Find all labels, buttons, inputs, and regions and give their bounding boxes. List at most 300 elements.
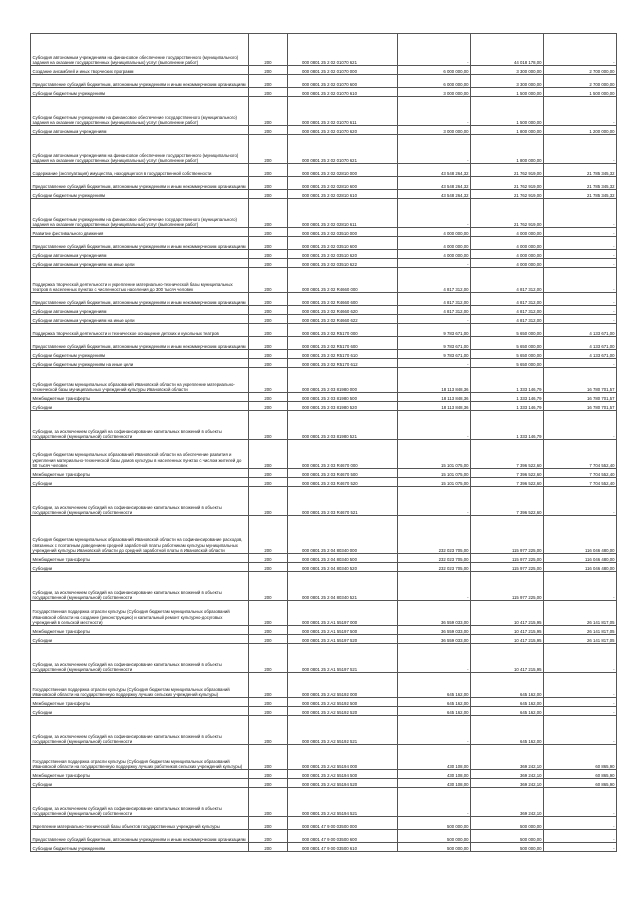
row-executed: 4 817 312,00 (471, 268, 544, 293)
row-line-code: 200 (249, 164, 288, 177)
row-executed: 10 417 215,95 (471, 644, 544, 673)
row-line-code: 200 (249, 830, 288, 843)
row-name: Государственная поддержка отрасли культуры (Субсидия бюджетам муниципальных образований Ивановской области на государственную поддержку лучших сельских учреждений культуры) (31, 673, 249, 698)
row-executed: 44 018 178,00 (471, 34, 544, 66)
table-row (31, 228, 617, 237)
row-unexecuted: - (544, 135, 617, 164)
table-row (31, 306, 617, 315)
row-name: Субсидии автономным учреждениям на финансовое обеспечение государственного (муниципального) задания на оказание государственных (муниципальных) услуг (выполнение работ) (31, 135, 249, 164)
row-name: Межбюджетные трансферты (31, 469, 249, 478)
table-row (31, 368, 617, 393)
table-row (31, 411, 617, 440)
row-unexecuted: - (544, 259, 617, 268)
row-budget-code: 000 0801 25 2 A2 55194 520 (288, 779, 398, 788)
row-approved: 4 000 000,00 (398, 237, 471, 250)
row-line-code: 200 (249, 393, 288, 402)
row-line-code: 200 (249, 716, 288, 745)
row-approved: 18 113 848,36 (398, 393, 471, 402)
row-unexecuted: 21 785 345,32 (544, 177, 617, 190)
row-name: Межбюджетные трансферты (31, 626, 249, 635)
table-row (31, 268, 617, 293)
table-row (31, 779, 617, 788)
table-row (31, 572, 617, 601)
row-line-code: 200 (249, 626, 288, 635)
row-executed: 500 000,00 (471, 843, 544, 852)
row-line-code: 200 (249, 817, 288, 830)
row-unexecuted: - (544, 788, 617, 817)
row-name: Межбюджетные трансферты (31, 698, 249, 707)
budget-table-page (30, 33, 616, 852)
row-budget-code: 000 0801 25 2 02 02810 600 (288, 177, 398, 190)
row-unexecuted: 21 785 345,32 (544, 164, 617, 177)
row-name: Субсидии, за исключением субсидий на софинансирование капитальных вложений в объекты государственной (муниципальной) собственности (31, 572, 249, 601)
row-name: Содержание (эксплуатация) имущества, находящегося в государственной собственности (31, 164, 249, 177)
row-unexecuted: - (544, 228, 617, 237)
row-approved: - (398, 199, 471, 228)
row-budget-code: 000 0801 25 2 02 03510 000 (288, 228, 398, 237)
row-name: Субсидии бюджетным учреждениям на финансовое обеспечение государственного (муниципального) задания на оказание государственных (муниципальных) услуг (выполнение работ) (31, 199, 249, 228)
row-name: Предоставление субсидий бюджетным, автономным учреждениям и иным некоммерческим организациям (31, 237, 249, 250)
row-line-code: 200 (249, 698, 288, 707)
row-executed: 115 977 225,00 (471, 572, 544, 601)
row-name: Развитие фестивального движения (31, 228, 249, 237)
row-unexecuted: - (544, 411, 617, 440)
row-unexecuted: - (544, 716, 617, 745)
row-approved: - (398, 487, 471, 516)
row-executed: 4 000 000,00 (471, 237, 544, 250)
row-approved: 15 101 075,00 (398, 478, 471, 487)
row-unexecuted: - (544, 268, 617, 293)
table-row (31, 66, 617, 75)
row-name: Субсидии (31, 402, 249, 411)
table-row (31, 75, 617, 88)
row-line-code: 200 (249, 745, 288, 770)
row-unexecuted: 60 865,90 (544, 779, 617, 788)
row-line-code: 200 (249, 779, 288, 788)
table-row (31, 350, 617, 359)
row-name: Субсидии бюджетным учреждениям на иные цели (31, 359, 249, 368)
row-executed: 10 417 215,95 (471, 601, 544, 626)
row-name: Субсидии автономным учреждениям на иные цели (31, 315, 249, 324)
row-unexecuted: 26 141 817,05 (544, 635, 617, 644)
row-approved: 6 000 000,00 (398, 75, 471, 88)
row-name: Субсидии бюджетным учреждениям (31, 88, 249, 97)
row-approved: 18 113 848,36 (398, 402, 471, 411)
row-unexecuted: - (544, 817, 617, 830)
row-approved: - (398, 135, 471, 164)
row-name: Поддержка творческой деятельности и укрепление материально-технической базы муниципальных театров в населенных пунктах с численностью населения до 300 тысяч человек (31, 268, 249, 293)
table-row (31, 250, 617, 259)
row-budget-code: 000 0801 25 2 A2 55194 521 (288, 788, 398, 817)
row-name: Субсидии (31, 779, 249, 788)
table-row (31, 315, 617, 324)
row-unexecuted: - (544, 644, 617, 673)
row-approved: 9 783 671,00 (398, 350, 471, 359)
table-row (31, 469, 617, 478)
row-name: Субсидии (31, 563, 249, 572)
row-name: Субсидии, за исключением субсидий на софинансирование капитальных вложений в объекты государственной (муниципальной) собственности (31, 644, 249, 673)
table-row (31, 635, 617, 644)
row-approved: - (398, 97, 471, 126)
row-budget-code: 000 0801 25 2 02 03510 620 (288, 250, 398, 259)
budget-table (30, 33, 617, 852)
table-row (31, 97, 617, 126)
row-line-code: 200 (249, 402, 288, 411)
table-row (31, 478, 617, 487)
row-executed: 7 396 522,60 (471, 440, 544, 469)
row-executed: 1 333 146,79 (471, 393, 544, 402)
row-budget-code: 000 0801 25 2 02 R5170 600 (288, 337, 398, 350)
row-unexecuted: - (544, 293, 617, 306)
row-unexecuted: 4 133 671,00 (544, 350, 617, 359)
row-executed: 645 162,00 (471, 716, 544, 745)
row-budget-code: 000 0801 25 2 A1 55197 520 (288, 635, 398, 644)
row-line-code: 200 (249, 635, 288, 644)
table-row (31, 199, 617, 228)
row-approved: 500 000,00 (398, 843, 471, 852)
row-budget-code: 000 0801 25 2 02 R5170 612 (288, 359, 398, 368)
row-approved: 43 548 264,32 (398, 164, 471, 177)
row-name: Предоставление субсидий бюджетным, автономным учреждениям и иным некоммерческим организациям (31, 177, 249, 190)
row-line-code: 200 (249, 135, 288, 164)
row-unexecuted: 7 704 552,40 (544, 469, 617, 478)
row-executed: 1 800 000,00 (471, 126, 544, 135)
row-approved: 43 548 264,32 (398, 190, 471, 199)
row-executed: 5 650 000,00 (471, 359, 544, 368)
row-budget-code: 000 0801 47 9 00 03500 000 (288, 817, 398, 830)
row-approved: 4 817 312,00 (398, 306, 471, 315)
row-approved: 18 113 848,36 (398, 368, 471, 393)
row-name: Субсидии бюджетным учреждениям на финансовое обеспечение государственного (муниципального) задания на оказание государственных (муниципальных) услуг (выполнение работ) (31, 97, 249, 126)
row-unexecuted: 2 700 000,00 (544, 75, 617, 88)
row-line-code: 200 (249, 707, 288, 716)
row-budget-code: 000 0801 47 9 00 03500 600 (288, 830, 398, 843)
row-executed: 500 000,00 (471, 830, 544, 843)
row-approved: 232 023 705,00 (398, 516, 471, 554)
row-budget-code: 000 0801 25 2 02 01070 611 (288, 97, 398, 126)
row-executed: 4 817 312,00 (471, 293, 544, 306)
row-executed: 1 800 000,00 (471, 135, 544, 164)
row-unexecuted: 2 700 000,00 (544, 66, 617, 75)
row-executed: 4 000 000,00 (471, 228, 544, 237)
row-approved: 9 783 671,00 (398, 337, 471, 350)
row-unexecuted: 60 865,90 (544, 770, 617, 779)
table-row (31, 563, 617, 572)
table-row (31, 830, 617, 843)
table-row (31, 716, 617, 745)
row-unexecuted: 1 200 000,00 (544, 126, 617, 135)
row-approved: 3 000 000,00 (398, 126, 471, 135)
row-unexecuted: - (544, 97, 617, 126)
row-approved: 4 817 312,00 (398, 268, 471, 293)
row-executed: 1 333 146,79 (471, 368, 544, 393)
row-line-code: 200 (249, 293, 288, 306)
row-approved: 6 000 000,00 (398, 66, 471, 75)
row-name: Межбюджетные трансферты (31, 393, 249, 402)
row-line-code: 200 (249, 88, 288, 97)
table-row (31, 788, 617, 817)
table-row (31, 554, 617, 563)
row-name: Субсидии, за исключением субсидий на софинансирование капитальных вложений в объекты государственной (муниципальной) собственности (31, 411, 249, 440)
table-row (31, 359, 617, 368)
row-budget-code: 000 0801 25 2 02 01070 620 (288, 126, 398, 135)
row-executed: 369 242,10 (471, 770, 544, 779)
row-executed: 7 396 522,60 (471, 469, 544, 478)
row-approved: 4 817 312,00 (398, 293, 471, 306)
row-line-code: 200 (249, 66, 288, 75)
row-budget-code: 000 0801 25 2 02 R5170 610 (288, 350, 398, 359)
row-approved: - (398, 644, 471, 673)
row-line-code: 200 (249, 644, 288, 673)
row-approved: - (398, 315, 471, 324)
row-unexecuted: - (544, 359, 617, 368)
row-line-code: 200 (249, 368, 288, 393)
row-budget-code: 000 0801 25 2 03 R4670 520 (288, 478, 398, 487)
row-line-code: 200 (249, 190, 288, 199)
row-name: Субсидии (31, 707, 249, 716)
row-executed: 4 000 000,00 (471, 259, 544, 268)
row-executed: 369 242,10 (471, 745, 544, 770)
row-unexecuted: 116 046 480,00 (544, 563, 617, 572)
row-budget-code: 000 0801 25 2 03 R4670 000 (288, 440, 398, 469)
row-approved: 645 162,00 (398, 673, 471, 698)
row-line-code: 200 (249, 97, 288, 126)
row-name: Субсидии автономным учреждениям (31, 250, 249, 259)
row-unexecuted: - (544, 487, 617, 516)
row-budget-code: 000 0801 25 2 03 81980 521 (288, 411, 398, 440)
table-row (31, 707, 617, 716)
table-row (31, 88, 617, 97)
table-row (31, 34, 617, 66)
row-executed: 645 162,00 (471, 698, 544, 707)
row-budget-code: 000 0801 25 2 02 R4660 000 (288, 268, 398, 293)
row-budget-code: 000 0801 25 2 A2 55194 000 (288, 745, 398, 770)
table-row (31, 601, 617, 626)
row-executed: 5 650 000,00 (471, 350, 544, 359)
row-approved: - (398, 34, 471, 66)
row-approved: 4 000 000,00 (398, 250, 471, 259)
row-line-code: 200 (249, 601, 288, 626)
row-budget-code: 000 0801 25 2 A2 55192 520 (288, 707, 398, 716)
row-approved: 430 108,00 (398, 779, 471, 788)
row-unexecuted: 1 500 000,00 (544, 88, 617, 97)
row-budget-code: 000 0801 25 2 04 80340 500 (288, 554, 398, 563)
row-executed: 4 000 000,00 (471, 250, 544, 259)
row-approved: 36 559 033,00 (398, 601, 471, 626)
table-row (31, 126, 617, 135)
row-approved: 500 000,00 (398, 830, 471, 843)
row-line-code: 200 (249, 554, 288, 563)
row-line-code: 200 (249, 237, 288, 250)
row-budget-code: 000 0801 47 9 00 03500 610 (288, 843, 398, 852)
row-approved: 645 162,00 (398, 707, 471, 716)
row-name: Субсидии, за исключением субсидий на софинансирование капитальных вложений в объекты государственной (муниципальной) собственности (31, 788, 249, 817)
row-unexecuted: 16 780 701,57 (544, 402, 617, 411)
row-approved: 430 108,00 (398, 770, 471, 779)
row-budget-code: 000 0801 25 2 04 80340 000 (288, 516, 398, 554)
row-approved: - (398, 788, 471, 817)
row-budget-code: 000 0801 25 2 02 02810 000 (288, 164, 398, 177)
table-row (31, 237, 617, 250)
row-name: Субсидия автономным учреждениям на финансовое обеспечение государственного (муниципального) задания на оказание государственных (муниципальных) услуг (выполнение работ) (31, 34, 249, 66)
row-approved: 43 548 264,32 (398, 177, 471, 190)
row-budget-code: 000 0801 25 2 03 81980 520 (288, 402, 398, 411)
row-budget-code: 000 0801 25 2 02 02810 610 (288, 190, 398, 199)
table-row (31, 626, 617, 635)
row-line-code: 200 (249, 478, 288, 487)
row-name: Межбюджетные трансферты (31, 554, 249, 563)
row-unexecuted: - (544, 830, 617, 843)
table-row (31, 402, 617, 411)
row-approved: 645 162,00 (398, 698, 471, 707)
table-row (31, 293, 617, 306)
row-name: Субсидии (31, 478, 249, 487)
row-executed: 3 300 000,00 (471, 66, 544, 75)
row-executed: 4 817 312,00 (471, 306, 544, 315)
table-row (31, 393, 617, 402)
row-name: Государственная поддержка отрасли культуры (Субсидия бюджетам муниципальных образований Ивановской области на государственную поддержку лучших работников сельских учреждений культуры) (31, 745, 249, 770)
table-row (31, 843, 617, 852)
row-line-code: 200 (249, 487, 288, 516)
row-line-code: 200 (249, 199, 288, 228)
table-row (31, 177, 617, 190)
row-approved: - (398, 411, 471, 440)
row-line-code: 200 (249, 126, 288, 135)
row-name: Субсидии (31, 635, 249, 644)
table-row (31, 770, 617, 779)
row-budget-code: 000 0801 25 2 A2 55192 000 (288, 673, 398, 698)
row-unexecuted: - (544, 237, 617, 250)
row-executed: 5 650 000,00 (471, 324, 544, 337)
table-row (31, 817, 617, 830)
row-budget-code: 000 0801 25 2 02 R5170 000 (288, 324, 398, 337)
row-executed: 21 762 919,00 (471, 190, 544, 199)
row-approved: 15 101 075,00 (398, 440, 471, 469)
table-row (31, 164, 617, 177)
row-executed: 3 300 000,00 (471, 75, 544, 88)
row-budget-code: 000 0801 25 2 A2 55192 521 (288, 716, 398, 745)
row-line-code: 200 (249, 34, 288, 66)
row-executed: 645 162,00 (471, 673, 544, 698)
row-budget-code: 000 0801 25 2 A1 55197 000 (288, 601, 398, 626)
row-unexecuted: - (544, 572, 617, 601)
table-row (31, 516, 617, 554)
row-unexecuted: 16 780 701,57 (544, 393, 617, 402)
row-line-code: 200 (249, 268, 288, 293)
row-unexecuted: 60 865,90 (544, 745, 617, 770)
row-line-code: 200 (249, 440, 288, 469)
row-budget-code: 000 0801 25 2 04 80340 521 (288, 572, 398, 601)
row-unexecuted: - (544, 250, 617, 259)
row-name: Субсидии бюджетным учреждениям (31, 843, 249, 852)
row-unexecuted: - (544, 843, 617, 852)
row-name: Субсидии автономным учреждениям (31, 306, 249, 315)
table-row (31, 487, 617, 516)
table-row (31, 698, 617, 707)
row-unexecuted: - (544, 34, 617, 66)
row-budget-code: 000 0801 25 2 A1 55197 500 (288, 626, 398, 635)
row-executed: 7 396 522,60 (471, 487, 544, 516)
row-approved: 15 101 075,00 (398, 469, 471, 478)
row-approved: - (398, 259, 471, 268)
row-line-code: 200 (249, 337, 288, 350)
row-executed: 1 333 146,79 (471, 411, 544, 440)
row-name: Предоставление субсидий бюджетным, автономным учреждениям и иным некоммерческим организациям (31, 75, 249, 88)
row-executed: 1 333 146,79 (471, 402, 544, 411)
row-executed: 21 762 919,00 (471, 199, 544, 228)
row-unexecuted: - (544, 315, 617, 324)
row-executed: 1 500 000,00 (471, 97, 544, 126)
row-executed: 645 162,00 (471, 707, 544, 716)
row-name: Субсидия бюджетам муниципальных образований Ивановской области на укрепление материально-технической базы муниципальных учреждений культуры Ивановской области (31, 368, 249, 393)
row-budget-code: 000 0801 25 2 03 81980 000 (288, 368, 398, 393)
row-unexecuted: 116 046 480,00 (544, 516, 617, 554)
row-approved: 232 023 705,00 (398, 563, 471, 572)
row-budget-code: 000 0801 25 2 03 R4670 521 (288, 487, 398, 516)
row-name: Субсидии бюджетным учреждениям (31, 190, 249, 199)
row-line-code: 200 (249, 843, 288, 852)
row-unexecuted: - (544, 698, 617, 707)
row-line-code: 200 (249, 324, 288, 337)
row-line-code: 200 (249, 563, 288, 572)
row-line-code: 200 (249, 315, 288, 324)
row-unexecuted: - (544, 707, 617, 716)
row-line-code: 200 (249, 770, 288, 779)
row-name: Государственная поддержка отрасли культуры (Субсидия бюджетам муниципальных образований Ивановской области на создание (реконструкцию) и капитальный ремонт культурно-досуговых учреждений в сельской местности) (31, 601, 249, 626)
row-approved: 36 559 033,00 (398, 635, 471, 644)
row-budget-code: 000 0801 25 2 02 01070 000 (288, 66, 398, 75)
row-approved: 9 783 671,00 (398, 324, 471, 337)
row-line-code: 200 (249, 572, 288, 601)
row-line-code: 200 (249, 306, 288, 315)
row-unexecuted: 4 133 671,00 (544, 337, 617, 350)
row-executed: 21 762 919,00 (471, 164, 544, 177)
row-name: Предоставление субсидий бюджетным, автономным учреждениям и иным некоммерческим организациям (31, 337, 249, 350)
row-line-code: 200 (249, 516, 288, 554)
row-line-code: 200 (249, 411, 288, 440)
row-unexecuted: - (544, 673, 617, 698)
row-name: Субсидия бюджетам муниципальных образований Ивановской области на софинансирование расходов, связанных с поэтапным доведением средней заработной платы работникам культуры муниципальных учреждений культуры Ивановской области до средней заработной платы в Ивановской области (31, 516, 249, 554)
table-row (31, 673, 617, 698)
row-approved: 500 000,00 (398, 817, 471, 830)
table-row (31, 190, 617, 199)
row-unexecuted: 26 141 817,05 (544, 601, 617, 626)
row-approved: 430 108,00 (398, 745, 471, 770)
row-executed: 10 417 215,95 (471, 635, 544, 644)
row-line-code: 200 (249, 673, 288, 698)
row-executed: 4 817 312,00 (471, 315, 544, 324)
row-executed: 115 977 225,00 (471, 563, 544, 572)
row-budget-code: 000 0801 25 2 02 02810 611 (288, 199, 398, 228)
table-row (31, 337, 617, 350)
row-executed: 1 500 000,00 (471, 88, 544, 97)
row-name: Субсидии бюджетным учреждениям (31, 350, 249, 359)
table-row (31, 259, 617, 268)
row-approved: 36 559 033,00 (398, 626, 471, 635)
row-executed: 5 650 000,00 (471, 337, 544, 350)
row-executed: 369 242,10 (471, 779, 544, 788)
row-line-code: 200 (249, 228, 288, 237)
row-name: Создание ансамблей и иных творческих программ (31, 66, 249, 75)
row-executed: 115 977 225,00 (471, 554, 544, 563)
row-budget-code: 000 0801 25 2 02 03510 622 (288, 259, 398, 268)
row-name: Субсидии автономным учреждениям на иные цели (31, 259, 249, 268)
row-line-code: 200 (249, 250, 288, 259)
row-budget-code: 000 0801 25 2 03 81980 500 (288, 393, 398, 402)
row-budget-code: 000 0801 25 2 A2 55192 500 (288, 698, 398, 707)
row-approved: - (398, 359, 471, 368)
row-budget-code: 000 0801 25 2 02 01070 600 (288, 75, 398, 88)
